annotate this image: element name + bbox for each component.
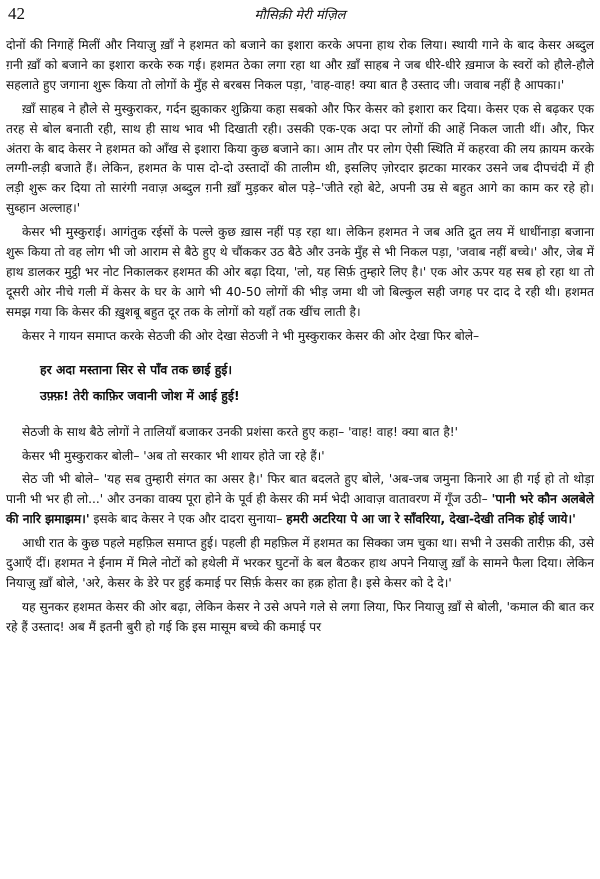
song-line-bold: 'पानी भरे कौन अलबेले की नारि झमाझम।': [6, 492, 595, 527]
paragraph: सेठजी के साथ बैठे लोगों ने तालियाँ बजाकर उनकी प्रशंसा करते हुए कहा– 'वाह! वाह! क्या बात है!': [22, 424, 459, 439]
paragraph-text: सेठ जी भी बोले– 'यह सब तुम्हारी संगत का असर है।' फिर बात बदलते हुए बोले, 'अब-जब जमुना किनारे आ ही गई हो तो थोड़ा पानी भी भर ही लो...' और उनका वाक्य पूरा होने के पूर्व ही केसर की मर्म भेदी आवाज़ वातावरण में गूँज उठी–: [6, 472, 594, 507]
paragraph-text: इसके बाद केसर ने एक और दादरा सुनाया–: [89, 512, 283, 527]
paragraph: केसर ने गायन समाप्त करके सेठजी की ओर देखा सेठजी ने भी मुस्कुराकर केसर की ओर देखा फिर बोले–: [22, 328, 480, 343]
paragraph: दोनों की निगाहें मिलीं और नियाज़ु ख़ाँ ने हशमत को बजाने का इशारा करके अपना हाथ रोक लिया। स्थायी गाने के बाद केसर अब्दुल ग़नी ख़ाँ को बजाने का इशारा करके रुक गई। हशमत ठेका लगा रहा था और ख़ाँ साहब ने जब धीरे-धीरे ख़माज के स्वरों को हौले-हौले सहलाते हुए जगाना शुरू किया तो लोगों के मुँह से बरबस निकल पड़ा, 'वाह-वाह! क्या बात है उस्ताद जी। जवाब नहीं है आपका।': [6, 38, 594, 92]
page-header: [0, 0, 600, 40]
verse-block: [40, 357, 594, 409]
paragraph: ख़ाँ साहब ने हौले से मुस्कुराकर, गर्दन झुकाकर शुक्रिया कहा सबको और फिर केसर को इशारा कर दिया। केसर एक से बढ़कर एक तरह से बोल बनाती रही, साथ ही साथ भाव भी दिखाती रही। उसकी एक-एक अदा पर लोगों की आहें निकल जाती थीं। और, फिर अंतरा के बाद केसर ने हशमत को आँख से इशारा किया कुछ बजाने का। आम तौर पर लोग ऐसी स्थिति में कहरवा की लय क़ायम करके लग्गी-लड़ी बजाते हैं। लेकिन, हशमत के पास दो-दो उस्तादों की तालीम थी, इसलिए ज़ोरदार झटका मारकर उसने जब दीपचंदी में ही लड़ी शुरू कर दिया तो सारंगी नवाज़ अब्दुल ग़नी ख़ाँ मुड़कर बोल पड़े–'जीते रहो बेटे, अपनी उम्र से बहुत आगे का काम कर रहे हो। सुब्हान अल्लाह।': [6, 101, 594, 216]
paragraph: यह सुनकर हशमत केसर की ओर बढ़ा, लेकिन केसर ने उसे अपने गले से लगा लिया, फिर नियाज़ु ख़ाँ से बोली, 'कमाल की बात कर रहे हैं उस्ताद! अब मैं इतनी बुरी हो गई कि इस मासूम बच्चे की कमाई पर: [6, 599, 594, 634]
song-line-bold: हमरी अटरिया पे आ जा रे साँवरिया, देखा-देखी तनिक होई जाये।': [286, 512, 576, 527]
paragraph: केसर भी मुस्कुराकर बोली– 'अब तो सरकार भी शायर होते जा रहे हैं।': [22, 448, 325, 463]
running-title: मौसिक़ी मेरी मंज़िल: [254, 8, 346, 23]
paragraph: [6, 470, 594, 530]
verse-line: उफ़्फ़! तेरी काफ़िर जवानी जोश में आई हुई!: [40, 387, 240, 403]
verse-line: हर अदा मस्ताना सिर से पाँव तक छाई हुई।: [40, 361, 233, 377]
page-number: 42: [8, 4, 25, 23]
paragraph: आधी रात के कुछ पहले महफ़िल समाप्त हुई। पहली ही महफ़िल में हशमत का सिक्का जम चुका था। सभी ने उसकी तारीफ़ की, उसे दुआएँ दीं। हशमत ने ईनाम में मिले नोटों को हथेली में भरकर घुटनों के बल बैठकर हाथ अपने नियाज़ु ख़ाँ के सामने फैला दिया। लेकिन नियाज़ु ख़ाँ बोले, 'अरे, केसर के डेरे पर हुई कमाई पर सिर्फ़ केसर का हक़ होता है। इसे केसर को दे दे।': [6, 536, 594, 590]
paragraph: केसर भी मुस्कुराई। आगंतुक रईसों के पल्ले कुछ ख़ास नहीं पड़ रहा था। लेकिन हशमत ने जब अति द्रुत लय में धाधींनाड़ा बजाना शुरू किया तो वह लोग भी जो आराम से बैठे हुए थे चौंककर उठ बैठे और उनके मुँह से भी निकल पड़ा, 'जवाब नहीं बच्चे।' और, जेब में हाथ डालकर मुट्ठी भर नोट निकालकर हशमत की ओर बढ़ा दिया, 'लो, यह सिर्फ़ तुम्हारे लिए है।' एक ओर ऊपर यह सब हो रहा था तो दूसरी ओर नीचे गली में केसर के घर के आगे भी 40-50 लोगों की भीड़ जमा थी जो बिल्कुल सही जगह पर दाद दे रही थी। हशमत समझ गया कि केसर की ख़ुशबू बहुत दूर तक के लोगों को यहाँ तक खींच लाती है।: [6, 225, 594, 319]
body-text: [6, 36, 594, 642]
